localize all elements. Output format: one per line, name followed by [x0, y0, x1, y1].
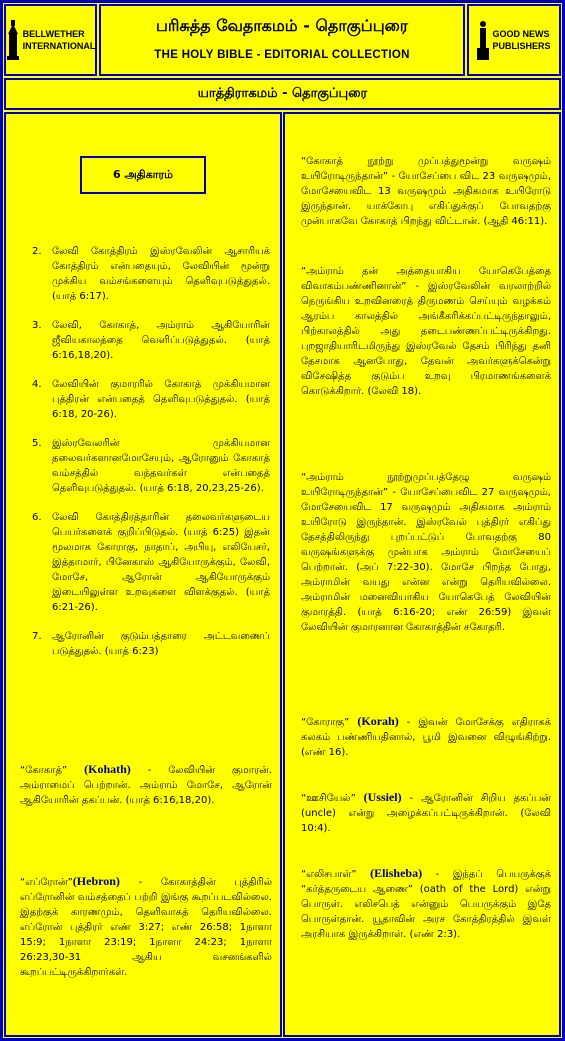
right-column: [283, 112, 561, 1037]
chapter-box: 6 அதிகாரம்: [80, 156, 206, 194]
list-item: 3. லேவி, கோகாத், அம்ராம் ஆகியோரின் ஜீவியகாலத்தை வெளிப்படுத்துதல். (யாத் 6:16,18,20).: [32, 320, 270, 361]
objectives-list: [26, 244, 270, 673]
left-column: [4, 112, 282, 1037]
page-header: [99, 4, 465, 76]
logo-line1: BELLWETHER: [22, 29, 85, 39]
figure-icon: [477, 20, 489, 60]
logo-line2: PUBLISHERS: [492, 41, 551, 51]
paragraph: “எலிசபாள்” (Elisheba) - இந்தப் பெயருக்குக் “கர்த்தருடைய ஆணை” (oath of the Lord) என்று பொருள். எலிசபெத் என்னும் பெயருக்கும் இதே பொருள்தான். யூதாவின் அரச கோத்திரத்தில் இவள் அரசியாக இருக்கிறாள். (எண் 2:3).: [301, 866, 551, 940]
bell-tower-icon: [6, 20, 20, 60]
logo-line1: GOOD NEWS: [492, 29, 550, 39]
list-item: 2. லேவி கோத்திரம் இஸ்ரவேலின் ஆசாரியக் கோத்திரம் என்பதையும், லேவியின் மூன்று முக்கிய வம்சங்களையும் தெளிவுபடுத்துதல். (யாத் 6:17).: [32, 246, 270, 302]
title-tamil: பரிசுத்த வேதாகமம் - தொகுப்புரை: [155, 16, 409, 35]
list-item: 6. லேவி கோத்திரத்தாரின் தலைவர்களுடைய பெயர்களைக் குறிப்பிடுதல். (யாத் 6:25) இதன் மூலமாக கோராகு, நாதாப், அபியு, எலியேசர், இத்தாமார், பினேகாஸ் ஆகியோருக்கும், லேவி, மோசே, ஆரோன் ஆகியோருக்கும் இடையிலுள்ள உறவுகளை விளக்குதல். (யாத் 6:21-26).: [32, 512, 270, 613]
paragraph: “கோகாத்” (Kohath) - லேவியின் குமாரன். அம்ராமைப் பெற்றான். அம்ராம் மோசே, ஆரோன் ஆகியோரின் தகப்பன். (யாத் 6:16,18,20).: [20, 762, 272, 806]
good-news-logo: [467, 4, 561, 76]
paragraph: “அம்ராம் நூற்றுமுப்பத்தேழு வருஷம் உயிரோடிருந்தான்” - யோசேப்பைவிட 27 வருஷமும், மோசேயைவிட 17 வருஷமும் அதிகமாக அம்ராம் உயிரோடு இருந்தான். இஸ்ரவேல் புத்திரர் எகிப்து தேசத்திலிருந்து புறப்பட்டுப் போவதற்கு 80 வருஷங்களுக்கு முன்பாக அம்ராம் மோசேயைப் பெற்றான். (அப் 7:22-30). மோசே பிறந்த போது, அம்ராமின் வயது என்ன என்று தெரியவில்லை. அம்ராமின் மனைவியாகிய யோகெபேத் லேவியின் குமாரத்தி. (யாத் 6:16-20; எண் 26:59) இவள் லேவியின் குமாரனான கோகாத்தின் சகோதரி.: [301, 472, 551, 633]
list-item: 5. இஸ்ரவேலரின் முக்கியமான தலைவர்களானமோசேயும், ஆரோனும் கோகாத் வம்சத்தில் வந்தவர்கள் என்பதைத் தெளிவுபடுத்துதல். (யாத் 6:18, 20,23,25-26).: [32, 438, 270, 494]
paragraph: “அம்ராம் தன் அத்தையாகிய யோகெபேத்தை விவாகம்பண்ணினான்” - இஸ்ரவேலின் வரலாற்றில் நெருங்கிய உறவினரைத் திருமணம் செய்யும் வழக்கம் ஆரம்ப காலத்தில் அங்கீகரிக்கப்பட்டிருந்தாலும், பிற்காலத்தில் அது தடைபண்ணப்பட்டிருக்கிறது. புறஜாதியாரிடமிருந்து இஸ்ரவேல் தேசம் பிரிந்து தனி தேசமாக ஆனபோது, தேவன் அவர்களுக்கென்று விசேஷித்த குடும்ப உறவு பிரமாணங்களைக் கொடுக்கிறார். (லேவி 18).: [301, 266, 551, 397]
paragraph: “கோகாத் நூற்று முப்பத்துமூன்று வருஷம் உயிரோடிருந்தான்” - யோசேப்பை விட 23 வருஷமும், மோசேயைவிட 13 வருஷமும் அதிகமாக உயிரோடு இருந்தான். யாக்கோபு எகிப்துக்குப் போவதற்கு முன்பாகவே கோகாத் பிறந்து விட்டான். (ஆதி 46:11).: [301, 156, 551, 227]
paragraph: “எப்ரோன்”(Hebron) - கோகாத்தின் புத்திரில் எப்ரோனின் வம்சத்தைப் பற்றி இங்கு கூறப்படவில்லை. இதற்குக் காரணமும், தெளிவாகத் தெரியவில்லை. எப்ரோன் புத்திரர் எண் 3:27; எண் 26:58; 1நாளா 15:9; 1நாளா 23:19; 1நாளா 24:23; 1நாளா 26:23,30-31 ஆகிய வசனங்களில் கூறப்பட்டிருக்கிறார்கள்.: [20, 874, 272, 978]
list-item: 7. ஆரோனின் குடும்பத்தாரை அட்டவணைப் படுத்துதல். (யாத் 6:23): [32, 631, 270, 657]
list-item: 4. லேவியின் குமாரரில் கோகாத் முக்கியமான புத்திரன் என்பதைத் தெளிவுபடுத்துதல். (யாத் 6:18, 20-26).: [32, 379, 270, 420]
paragraph: “ஊசியேல்” (Ussiel) - ஆரோனின் சிறிய தகப்பன் (uncle) என்று அழைக்கப்பட்டிருக்கிறான். (லேவி 10:4).: [301, 790, 551, 834]
logo-line2: INTERNATIONAL: [22, 41, 96, 51]
bellwether-logo: [4, 4, 97, 76]
paragraph: “கோராகு” (Korah) - இவன் மோசேக்கு எதிராகக் கலகம் பண்ணியதினால், பூமி இவனை விழுங்கிற்று. (எண் 16).: [301, 714, 551, 758]
title-english: THE HOLY BIBLE - EDITORIAL COLLECTION: [154, 49, 410, 61]
section-title: யாத்திராகமம் - தொகுப்புரை: [4, 78, 561, 110]
